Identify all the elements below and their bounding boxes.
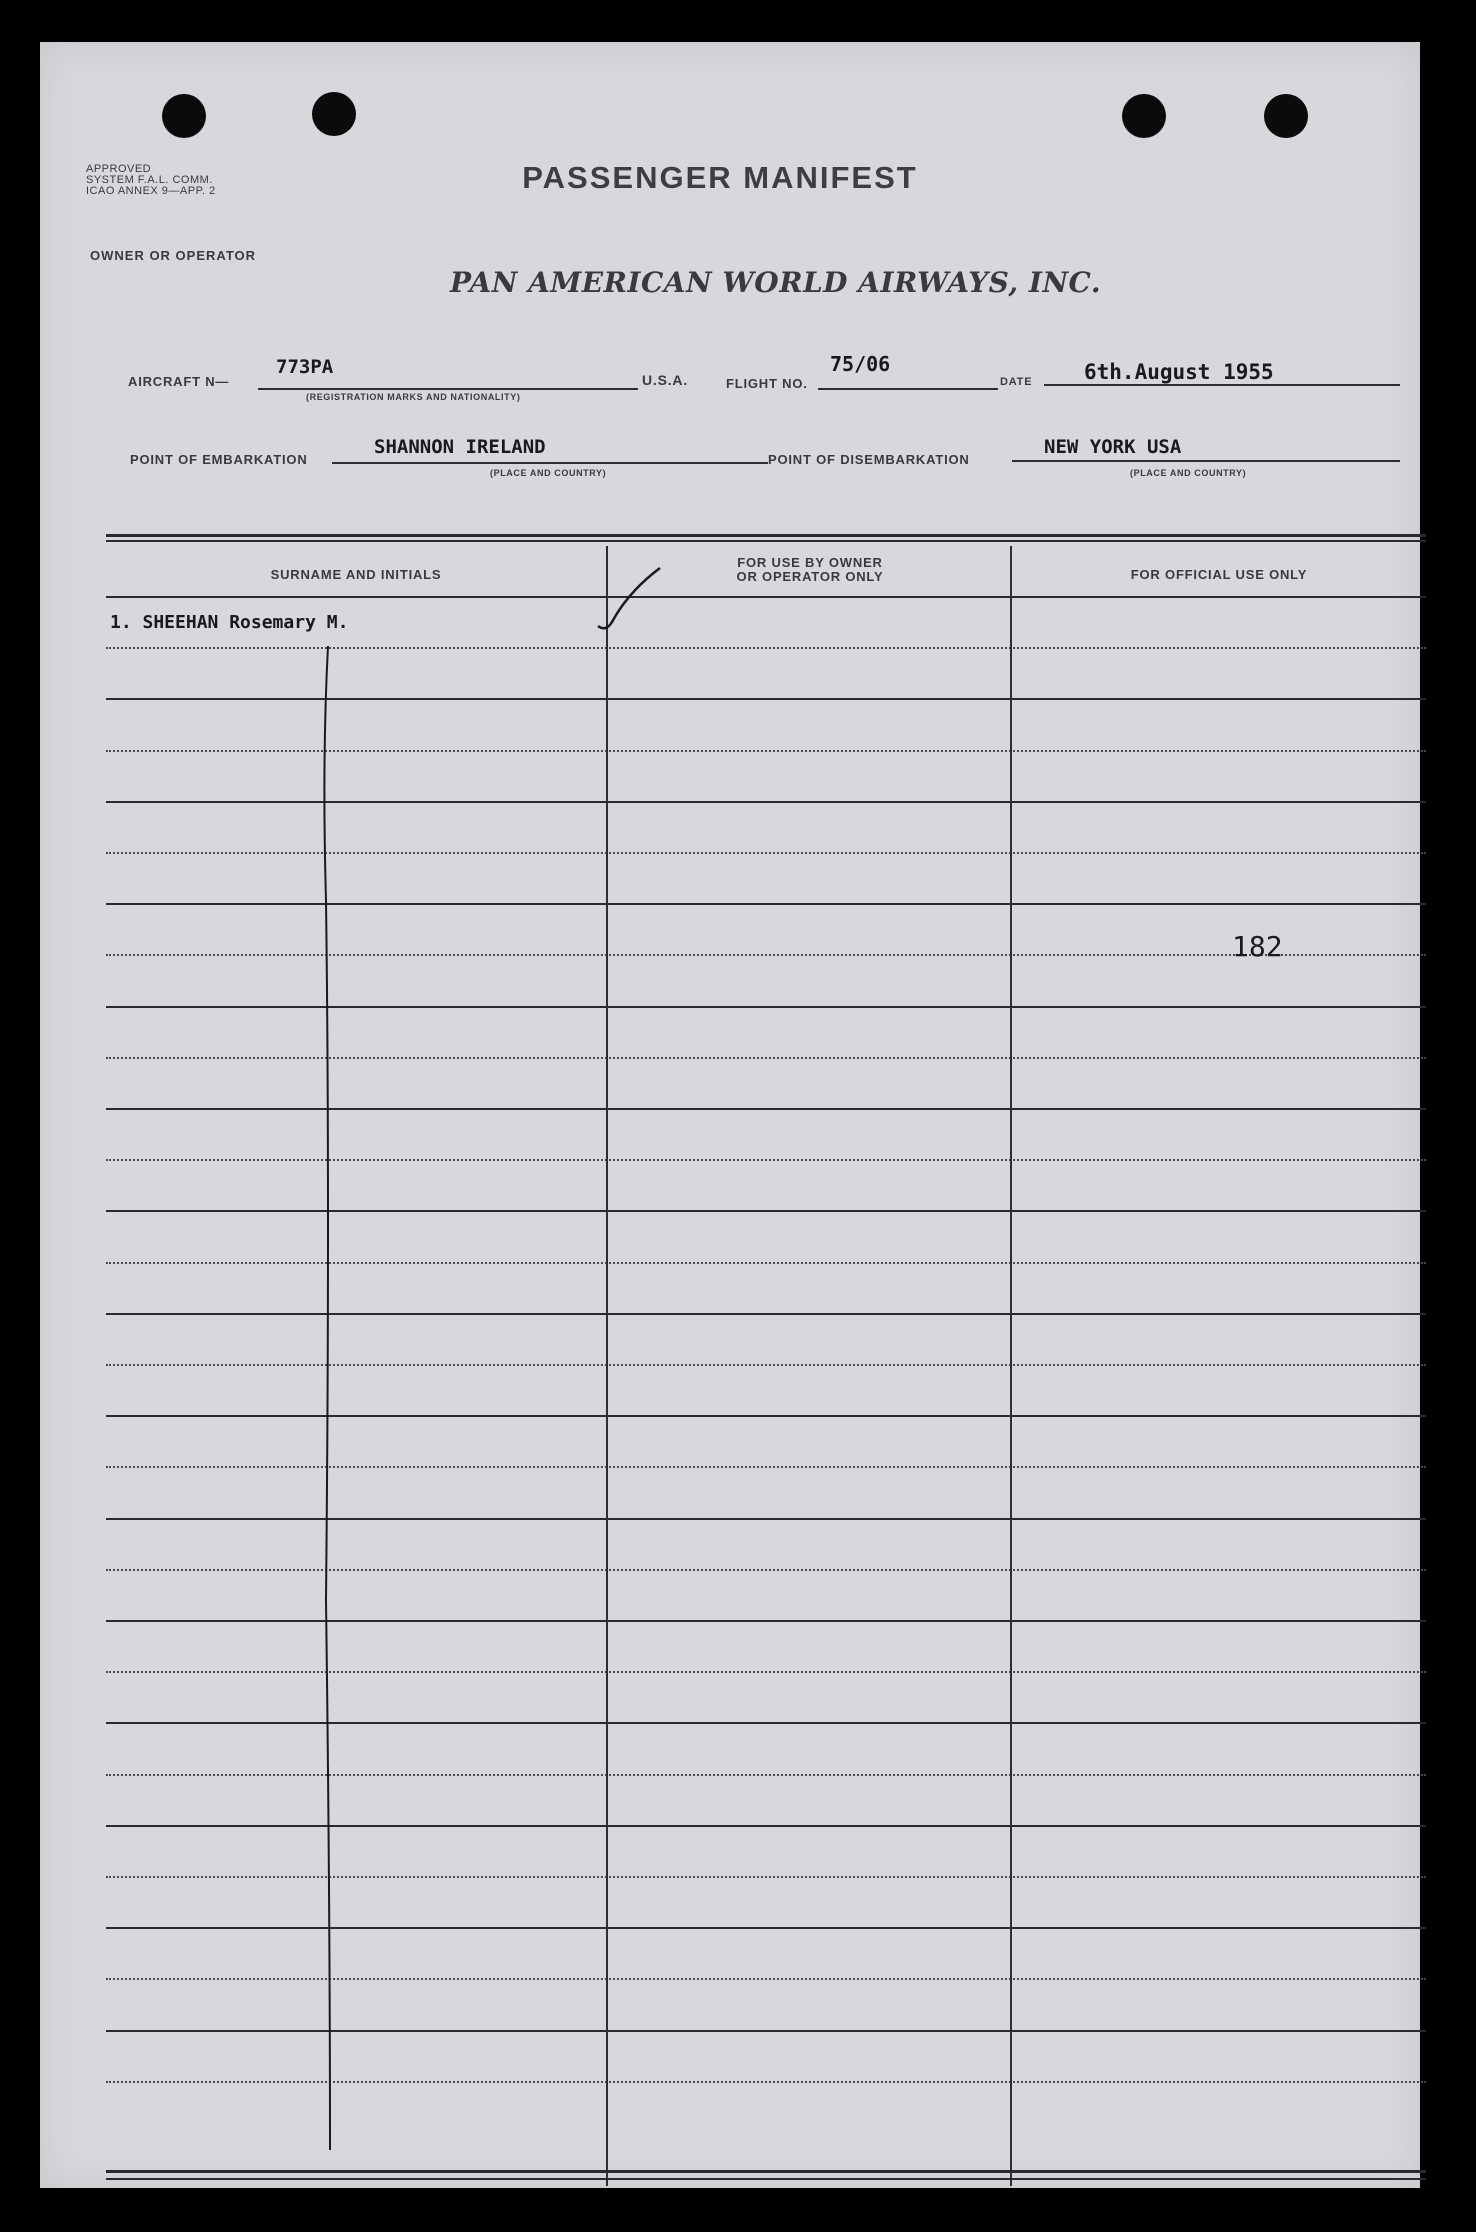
page-title: PASSENGER MANIFEST [522,160,918,195]
embarkation-value: SHANNON IRELAND [374,436,546,458]
column-header-operator: FOR USE BY OWNER OR OPERATOR ONLY [736,555,884,584]
column-header-surname: SURNAME AND INITIALS [270,567,442,582]
usa-label: U.S.A. [642,372,689,388]
embarkation-note: (PLACE AND COUNTRY) [490,468,607,478]
aircraft-value: 773PA [276,356,334,378]
date-label: DATE [1000,376,1033,388]
table-bottom-rule [106,2170,1426,2173]
ditto-line [324,646,330,2150]
approval-line: ICAO ANNEX 9—APP. 2 [86,185,216,197]
registration-note: (REGISTRATION MARKS AND NATIONALITY) [306,392,521,402]
table-bottom-rule [106,2178,1426,2180]
disembarkation-value: NEW YORK USA [1044,436,1182,458]
table-row: 1. SHEEHAN Rosemary M. [110,612,349,633]
check-mark [598,568,660,628]
approval-line: SYSTEM F.A.L. COMM. [86,174,213,186]
disembarkation-note: (PLACE AND COUNTRY) [1130,468,1247,478]
flight-label: FLIGHT NO. [726,376,808,391]
owner-label: OWNER OR OPERATOR [90,248,257,263]
column-header-official: FOR OFFICIAL USE ONLY [1130,567,1308,582]
official-note: 182 [1232,930,1283,963]
flight-number: 75/06 [830,352,891,376]
embarkation-label: POINT OF EMBARKATION [130,452,308,467]
operator-name: PAN AMERICAN WORLD AIRWAYS, INC. [450,266,1102,299]
flight-date: 6th.August 1955 [1084,360,1274,384]
approval-line: APPROVED [86,163,152,175]
disembarkation-label: POINT OF DISEMBARKATION [768,452,970,467]
aircraft-label: AIRCRAFT N— [128,374,230,389]
